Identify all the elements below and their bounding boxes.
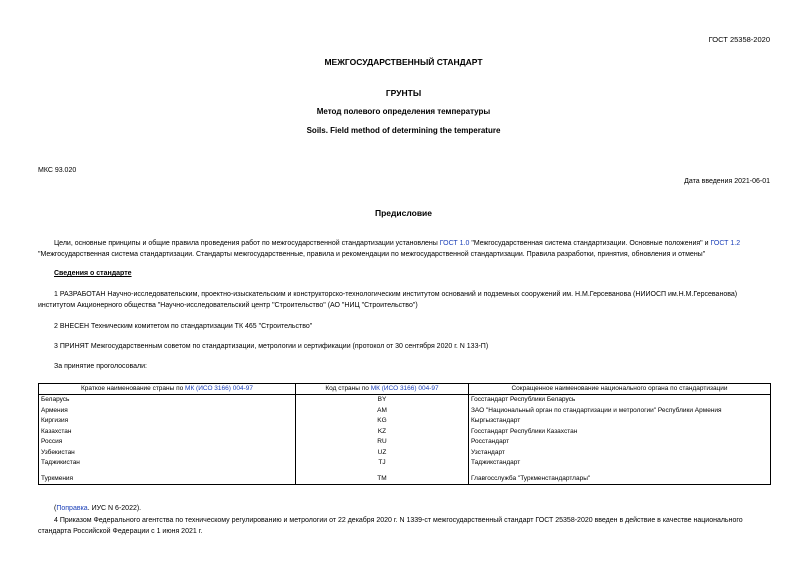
code-cell: AM [296, 406, 469, 417]
body-cell: Узстандарт [469, 448, 771, 459]
table-row [39, 406, 771, 417]
table-row [39, 474, 771, 485]
country-cell: Узбекистан [39, 448, 296, 459]
body-cell: Кыргызстандарт [469, 416, 771, 427]
gost-1-0-link[interactable]: ГОСТ 1.0 [439, 240, 470, 247]
standard-kind: МЕЖГОСУДАРСТВЕННЫЙ СТАНДАРТ [324, 57, 483, 67]
introduction-date: Дата введения 2021-06-01 [684, 178, 770, 185]
table-row [39, 427, 771, 438]
standard-info-heading: Сведения о стандарте [54, 270, 132, 277]
standard-code: ГОСТ 25358-2020 [708, 35, 770, 44]
country-cell: Таджикистан [39, 458, 296, 469]
code-cell: RU [296, 437, 469, 448]
code-cell: BY [296, 395, 469, 406]
submitted-by-paragraph: 2 ВНЕСЕН Техническим комитетом по стандартизации ТК 465 "Строительство" [54, 323, 313, 330]
amendment-note: (Поправка. ИУС N 6-2022). [54, 505, 142, 512]
table-row [39, 437, 771, 448]
subtitle-english: Soils. Field method of determining the temperature [306, 126, 501, 135]
country-cell: Россия [39, 437, 296, 448]
table-row [39, 448, 771, 459]
order-paragraph: 4 Приказом Федерального агентства по техническому регулированию и метрологии от 22 декабря 2020 г. N 1339-ст межгосударственный стандарт ГОСТ 25358-2020 введен в действие в качестве национального стандарта Российской Федерации с 1 июня 2021 г. [38, 517, 743, 535]
subtitle-russian: Метод полевого определения температуры [316, 107, 491, 116]
body-cell: Госстандарт Республики Казахстан [469, 427, 771, 438]
mks-code: МКС 93.020 [38, 167, 77, 174]
code-cell: KZ [296, 427, 469, 438]
mk-iso-link-2[interactable]: МК (ИСО 3166) 004-97 [370, 384, 439, 392]
intro-text-1: Цели, основные принципы и общие правила проведения работ по межгосударственной стандартизации установлены [54, 240, 440, 247]
intro-text-3: "Межгосударственная система стандартизации. Стандарты межгосударственные, правила и рекомендации по межгосударственной стандартизации. Правила разработки, принятия, обновления и отмены" [38, 251, 706, 258]
developed-by-paragraph: 1 РАЗРАБОТАН Научно-исследовательским, проектно-изыскательским и конструкторско-технологическим институтом оснований и подземных сооружений им. Н.М.Герсеванова (НИИОСП им.Н.М.Герсеванова) институтом Акционерного общества "Научно-исследовательский центр "Строительство" (АО "НИЦ "Строительство") [38, 291, 738, 309]
country-cell: Киргизия [39, 416, 296, 427]
code-cell: UZ [296, 448, 469, 459]
gost-1-2-link[interactable]: ГОСТ 1.2 [710, 240, 741, 247]
body-cell: Главгосслужба "Туркменстандартлары" [469, 474, 771, 485]
voted-label: За принятие проголосовали: [54, 363, 147, 370]
voting-countries-table [38, 383, 771, 485]
adopted-by-paragraph: 3 ПРИНЯТ Межгосударственным советом по стандартизации, метрологии и сертификации (протокол от 30 сентября 2020 г. N 133-П) [54, 343, 489, 350]
header-country-name: Краткое наименование страны по МК (ИСО 3166) 004-97 [39, 384, 296, 395]
preface-heading: Предисловие [374, 208, 433, 218]
body-cell: Госстандарт Республики Беларусь [469, 395, 771, 406]
country-cell: Беларусь [39, 395, 296, 406]
document-title: ГРУНТЫ [385, 88, 422, 98]
amendment-link[interactable]: Поправка [56, 505, 88, 512]
code-cell: TM [296, 474, 469, 485]
code-cell: KG [296, 416, 469, 427]
header-national-body: Сокращенное наименование национального органа по стандартизации [469, 384, 771, 395]
table-row [39, 416, 771, 427]
code-cell: TJ [296, 458, 469, 469]
country-cell: Туркмения [39, 474, 296, 485]
body-cell: ЗАО "Национальный орган по стандартизации и метрологии" Республики Армения [469, 406, 771, 417]
mk-iso-link-1[interactable]: МК (ИСО 3166) 004-97 [185, 384, 253, 392]
body-cell: Росстандарт [469, 437, 771, 448]
header-country-code: Код страны по МК (ИСО 3166) 004-97 [296, 384, 469, 395]
intro-paragraph [38, 238, 771, 260]
country-cell: Казахстан [39, 427, 296, 438]
country-cell: Армения [39, 406, 296, 417]
intro-text-2: "Межгосударственная система стандартизации. Основные положения" и [469, 240, 711, 247]
table-row [39, 395, 771, 406]
body-cell: Таджикстандарт [469, 458, 771, 469]
table-header-row [39, 384, 771, 395]
table-row [39, 458, 771, 469]
